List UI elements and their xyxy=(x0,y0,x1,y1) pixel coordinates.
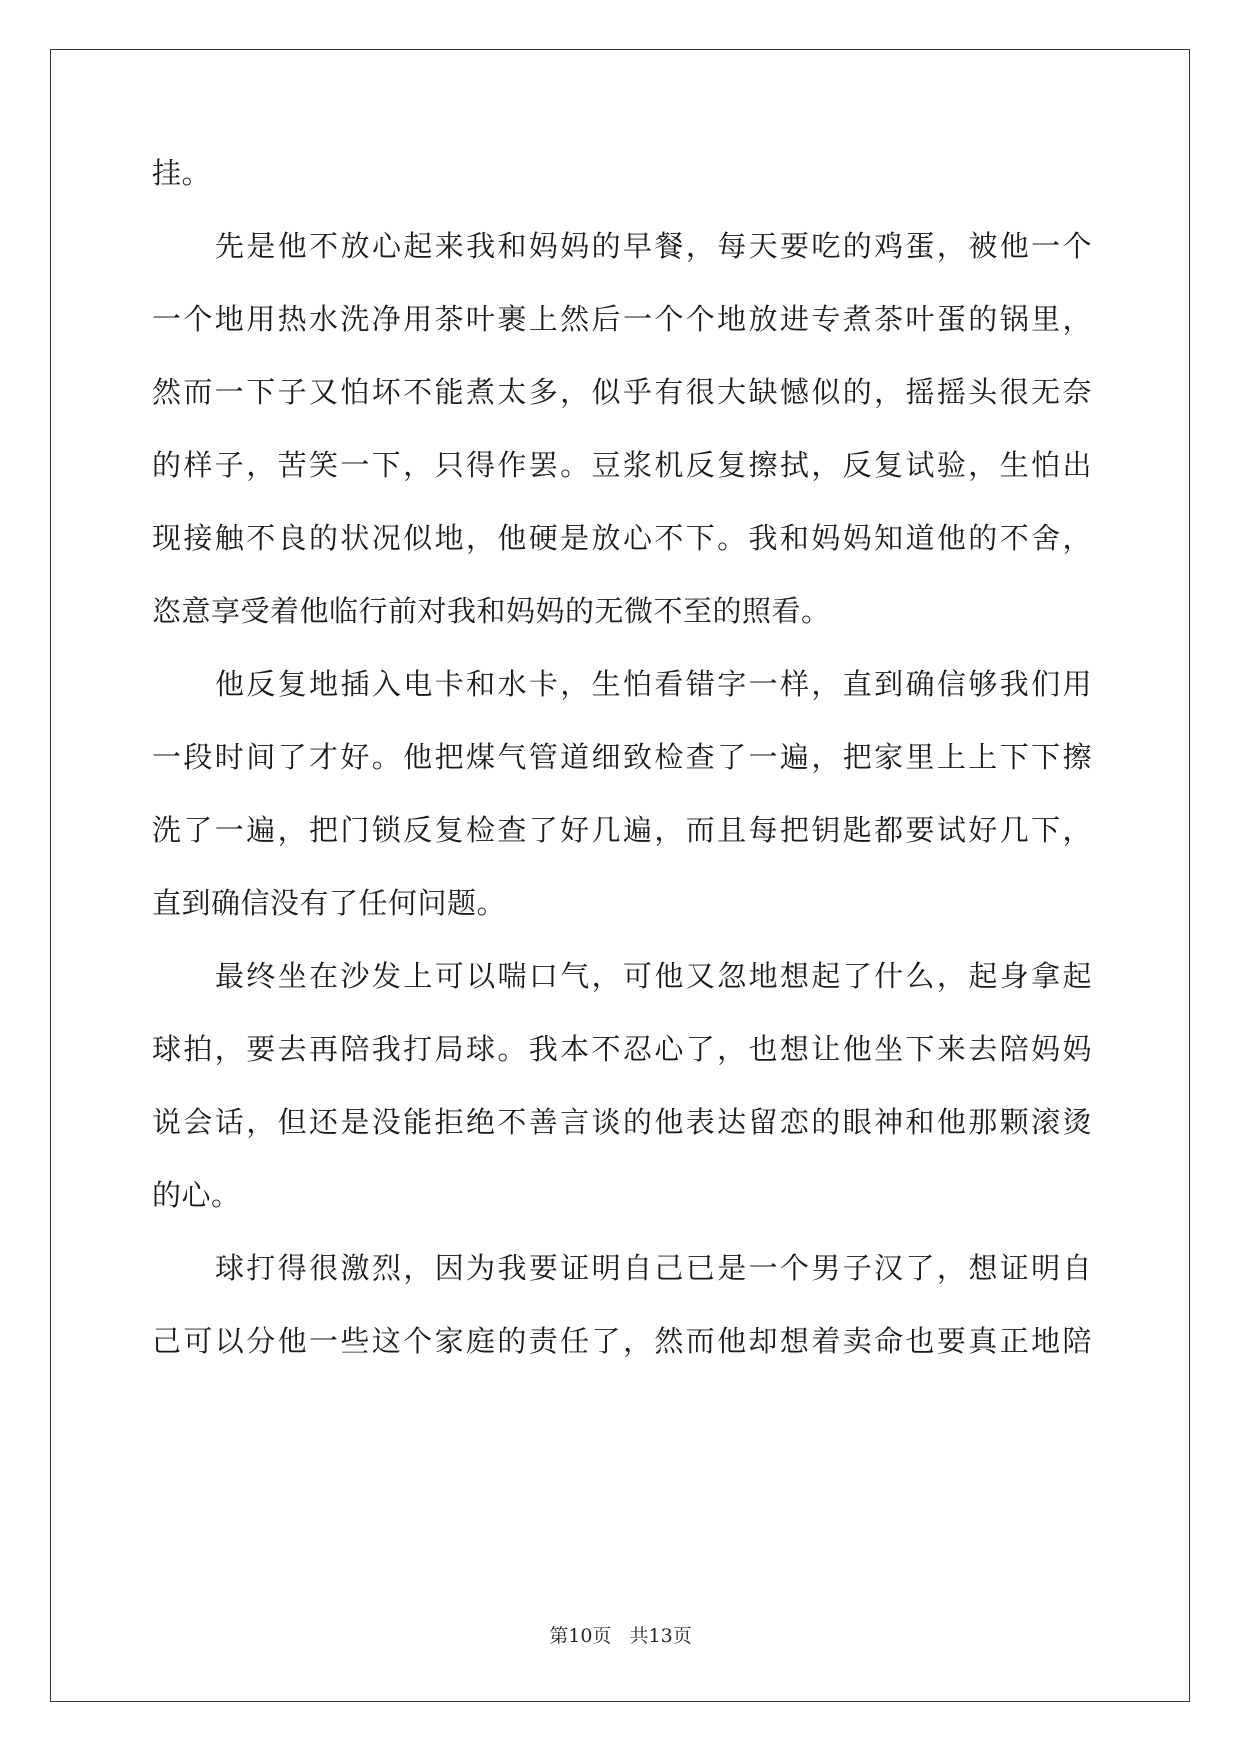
text-line: 的心。 xyxy=(152,1178,241,1212)
paragraph-first-line: 最终坐在沙发上可以喘口气，可他又忽地想起了什么，起身拿起 xyxy=(215,959,1092,993)
text-line: 然而一下子又怕坏不能煮太多，似乎有很大缺憾似的，摇摇头很无奈 xyxy=(152,375,1092,409)
page-footer xyxy=(0,1624,1241,1648)
text-line: 现接触不良的状况似地，他硬是放心不下。我和妈妈知道他的不舍， xyxy=(152,521,1092,555)
text-line: 说会话，但还是没能拒绝不善言谈的他表达留恋的眼神和他那颗滚烫 xyxy=(152,1105,1092,1139)
text-line: 一个地用热水洗净用茶叶裹上然后一个个地放进专煮茶叶蛋的锅里， xyxy=(152,302,1092,336)
text-line: 球拍，要去再陪我打局球。我本不忍心了，也想让他坐下来去陪妈妈 xyxy=(152,1032,1092,1066)
text-line: 恣意享受着他临行前对我和妈妈的无微不至的照看。 xyxy=(152,594,831,628)
paragraph-first-line: 先是他不放心起来我和妈妈的早餐，每天要吃的鸡蛋，被他一个 xyxy=(215,229,1092,263)
text-line: 的样子，苦笑一下，只得作罢。豆浆机反复擦拭，反复试验，生怕出 xyxy=(152,448,1092,482)
page-border xyxy=(50,49,1190,1702)
paragraph-first-line: 球打得很激烈，因为我要证明自己已是一个男子汉了，想证明自 xyxy=(215,1251,1092,1285)
text-line: 洗了一遍，把门锁反复检查了好几遍，而且每把钥匙都要试好几下， xyxy=(152,813,1092,847)
text-line: 直到确信没有了任何问题。 xyxy=(152,886,507,920)
paragraph-first-line: 他反复地插入电卡和水卡，生怕看错字一样，直到确信够我们用 xyxy=(215,667,1092,701)
text-line: 挂。 xyxy=(152,156,212,190)
page-number-label: 第10页 共13页 xyxy=(549,1625,692,1647)
text-line: 一段时间了才好。他把煤气管道细致检查了一遍，把家里上上下下擦 xyxy=(152,740,1092,774)
text-line: 己可以分他一些这个家庭的责任了，然而他却想着卖命也要真正地陪 xyxy=(152,1324,1092,1358)
